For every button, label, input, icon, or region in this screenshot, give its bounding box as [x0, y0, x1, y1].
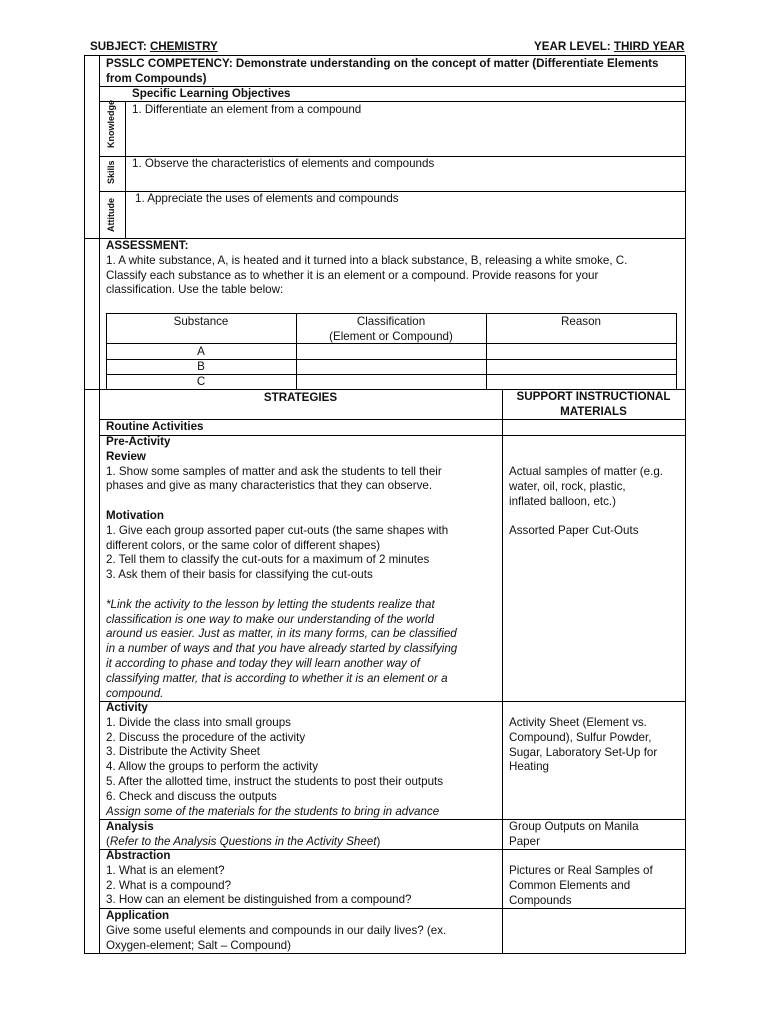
- review-line: phases and give as many characteristics that they can observe.: [106, 479, 433, 493]
- review-heading: Review: [106, 449, 146, 463]
- analysis-line: (Refer to the Analysis Questions in the Activity Sheet): [106, 834, 381, 848]
- assessment-line: Classify each substance as to whether it is an element or a compound. Provide reasons for your: [106, 268, 599, 282]
- attitude-text: 1. Appreciate the uses of elements and compounds: [135, 192, 399, 205]
- year-level-line: [534, 40, 685, 53]
- objectives-heading: Specific Learning Objectives: [132, 87, 291, 100]
- abstraction-line: 3. How can an element be distinguished from a compound?: [106, 893, 412, 907]
- abstraction-materials-line: Pictures or Real Samples of: [509, 864, 653, 877]
- assessment-line: classification. Use the table below:: [106, 283, 284, 297]
- link-line: in a number of ways and that you have already started by classifying: [106, 642, 458, 656]
- activity-note: Assign some of the materials for the students to bring in advance: [106, 804, 440, 818]
- materials-heading: [502, 390, 685, 420]
- subject-label: SUBJECT:: [90, 40, 147, 53]
- activity-line: 6. Check and discuss the outputs: [106, 789, 277, 803]
- substance-row-b: B: [197, 360, 205, 373]
- review-materials: [509, 465, 663, 509]
- activity-materials-line: Compound), Sulfur Powder,: [509, 730, 652, 744]
- activity-materials-line: Activity Sheet (Element vs.: [509, 716, 647, 729]
- classification-header-line-1: Classification: [356, 315, 426, 328]
- pre-activity-heading: Pre-Activity: [106, 435, 171, 448]
- review-line: 1. Show some samples of matter and ask the students to tell their: [106, 464, 442, 478]
- activity-line: 5. After the allotted time, instruct the students to post their outputs: [106, 774, 444, 788]
- reason-header: Reason: [561, 315, 601, 328]
- year-label: YEAR LEVEL:: [534, 40, 611, 53]
- skills-text: 1. Observe the characteristics of elements and compounds: [132, 157, 435, 170]
- skills-label: Skills: [106, 160, 116, 184]
- classification-header-line-2: (Element or Compound): [329, 329, 453, 343]
- link-line: classifying matter, that is according to whether it is an element or a: [106, 671, 448, 685]
- motivation-materials: Assorted Paper Cut-Outs: [509, 524, 639, 537]
- motivation-heading: Motivation: [106, 508, 164, 522]
- subject-line: [90, 40, 218, 53]
- substance-row-c: C: [196, 375, 206, 388]
- competency: [106, 57, 659, 87]
- activity-line: 2. Discuss the procedure of the activity: [106, 730, 306, 744]
- year-value: THIRD YEAR: [613, 40, 685, 53]
- analysis-block: [106, 820, 380, 850]
- analysis-materials-line: Paper: [509, 834, 540, 848]
- substance-header: Substance: [173, 315, 229, 328]
- application-line: Give some useful elements and compounds in our daily lives? (ex.: [106, 923, 447, 937]
- substance-row-a: A: [197, 345, 205, 358]
- link-line: around us easier. Just as matter, in its many forms, can be classified: [106, 627, 457, 641]
- link-line: it according to phase and today they will learn another way of: [106, 656, 420, 670]
- assessment-line: 1. A white substance, A, is heated and it turned into a black substance, B, releasing a white smoke, C.: [106, 253, 628, 267]
- routine-activities: Routine Activities: [106, 420, 204, 433]
- review-materials-line: inflated balloon, etc.): [509, 494, 616, 508]
- analysis-italic: Refer to the Analysis Questions in the Activity Sheet: [109, 834, 377, 848]
- materials-heading-line-2: MATERIALS: [560, 404, 627, 418]
- review-materials-line: Actual samples of matter (e.g.: [509, 465, 664, 478]
- activity-line: 1. Divide the class into small groups: [106, 715, 291, 729]
- classification-header: [296, 315, 486, 345]
- competency-line-2: from Compounds): [106, 71, 207, 85]
- activity-block: [106, 701, 443, 819]
- application-heading: Application: [106, 909, 170, 922]
- link-line: classification is one way to make our understanding of the world: [106, 612, 435, 626]
- link-line: *Link the activity to the lesson by letting the students realize that: [106, 597, 435, 611]
- competency-line-1: PSSLC COMPETENCY: Demonstrate understanding on the concept of matter (Differentiate Elements: [106, 57, 659, 70]
- application-block: [106, 909, 446, 953]
- strategies-heading: STRATEGIES: [263, 391, 338, 404]
- activity-heading: Activity: [106, 701, 148, 714]
- abstraction-line: 2. What is a compound?: [106, 878, 232, 892]
- abstraction-materials-line: Compounds: [509, 893, 572, 907]
- motivation-line: 3. Ask them of their basis for classifying the cut-outs: [106, 568, 373, 582]
- link-line: compound.: [106, 686, 164, 700]
- activity-line: 3. Distribute the Activity Sheet: [106, 745, 261, 759]
- review-materials-line: water, oil, rock, plastic,: [509, 479, 626, 493]
- abstraction-heading: Abstraction: [106, 849, 171, 862]
- pre-activity-block: [106, 435, 457, 701]
- analysis-materials: [509, 820, 639, 850]
- assessment-heading: ASSESSMENT:: [106, 239, 189, 252]
- subject-value: CHEMISTRY: [149, 40, 218, 53]
- motivation-line: 1. Give each group assorted paper cut-outs (the same shapes with: [106, 523, 449, 537]
- analysis-materials-line: Group Outputs on Manila: [509, 820, 639, 833]
- abstraction-block: [106, 849, 412, 908]
- attitude-label: Attitude: [106, 198, 116, 232]
- motivation-line: different colors, or the same color of different shapes): [106, 538, 381, 552]
- abstraction-line: 1. What is an element?: [106, 863, 225, 877]
- activity-line: 4. Allow the groups to perform the activity: [106, 760, 319, 774]
- assessment: [106, 239, 627, 298]
- knowledge-text: 1. Differentiate an element from a compound: [132, 103, 362, 116]
- application-line: Oxygen-element; Salt – Compound): [106, 938, 291, 952]
- activity-materials-line: Sugar, Laboratory Set-Up for: [509, 745, 658, 759]
- motivation-line: 2. Tell them to classify the cut-outs for a maximum of 2 minutes: [106, 553, 430, 567]
- abstraction-materials: [509, 864, 653, 908]
- knowledge-label: Knowledge: [106, 99, 116, 148]
- materials-heading-line-1: SUPPORT INSTRUCTIONAL: [516, 390, 671, 403]
- activity-materials-line: Heating: [509, 760, 549, 774]
- activity-materials: [509, 716, 657, 775]
- abstraction-materials-line: Common Elements and: [509, 878, 631, 892]
- analysis-heading: Analysis: [106, 820, 154, 833]
